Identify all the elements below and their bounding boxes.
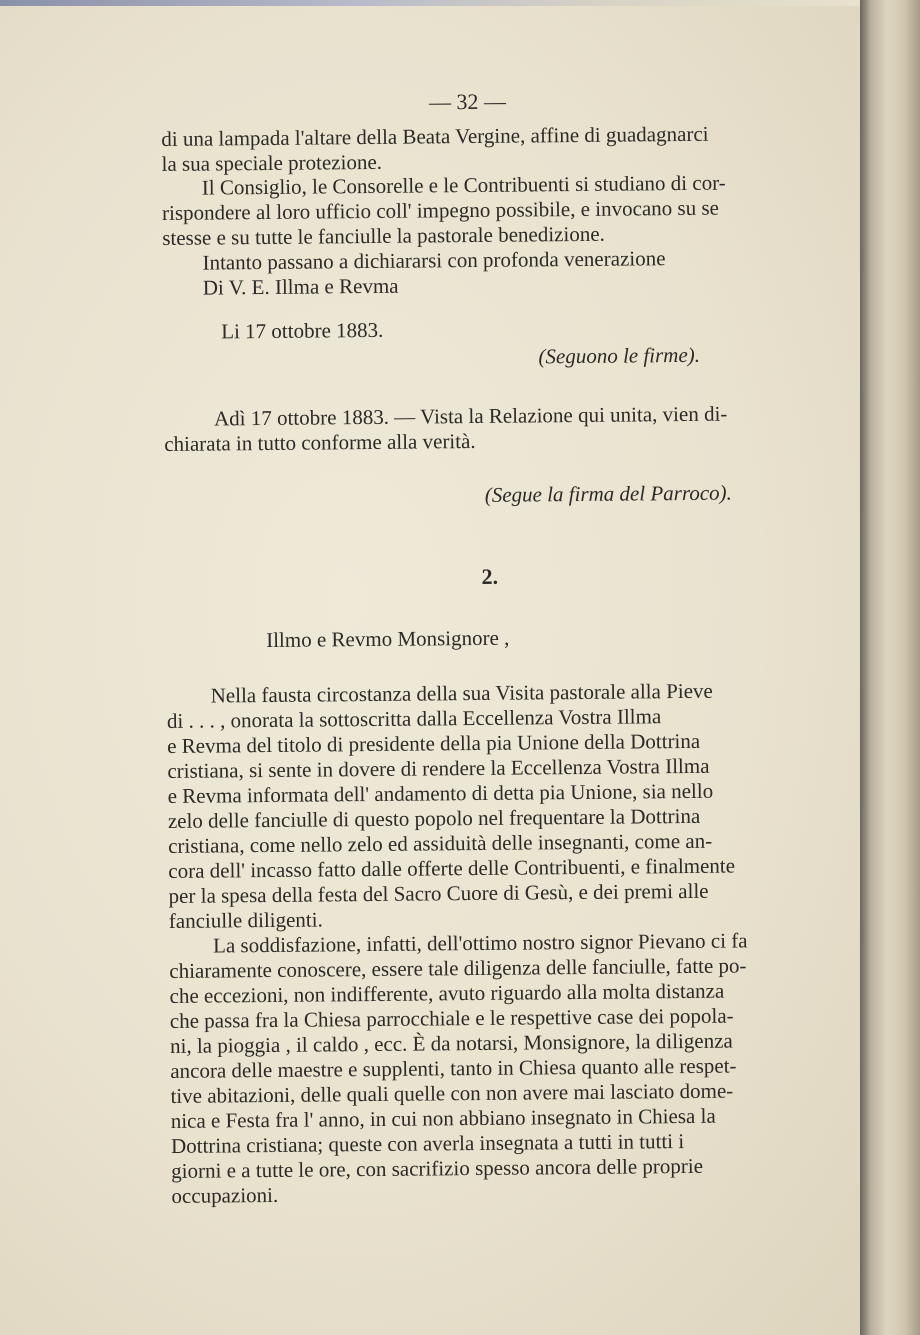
text-line: che passa fra la Chiesa parrocchiale e le respettive case dei popola- — [169, 1003, 734, 1033]
text-line: e Revma del titolo di presidente della pia Unione della Dottrina — [167, 728, 701, 758]
text-line: chiaramente conoscere, essere tale diligenza delle fanciulle, fatte po- — [169, 953, 747, 983]
text-line: occupazioni. — [171, 1182, 279, 1208]
facing-page-edge — [860, 0, 920, 1335]
section-number: 2. — [481, 563, 499, 589]
text-line: stesse e su tutte le fanciulle la pastorale benedizione. — [162, 221, 605, 250]
text-line: Dottrina cristiana; queste con averla insegnata a tutti in tutti i — [170, 1129, 685, 1158]
text-line: nica e Festa fra l' anno, in cui non abbiano insegnato in Chiesa la — [170, 1103, 716, 1133]
text-line: zelo delle fanciulle di questo popolo nel frequentare la Dottrina — [167, 803, 701, 833]
top-binding-strip — [0, 0, 868, 6]
parish-signature-note: (Segue la firma del Parroco). — [484, 480, 732, 507]
text-line: tive abitazioni, delle quali quelle con non avere mai lasciato dome- — [170, 1078, 734, 1108]
text-line: cristiana, come nello zelo ed assiduità delle insegnanti, come an- — [168, 828, 713, 858]
text-line: la sua speciale protezione. — [161, 149, 383, 176]
text-line: Intanto passano a dichiararsi con profonda venerazione — [202, 246, 666, 275]
text-line: ancora delle maestre e supplenti, tanto in Chiesa quanto alle respet- — [170, 1053, 737, 1083]
text-line: La soddisfazione, infatti, dell'ottimo nostro signor Pievano ci fa — [212, 928, 748, 958]
text-line: rispondere al loro ufficio coll' impegno possibile, e invocano su se — [161, 195, 719, 225]
page-number: — 32 — — [428, 88, 507, 115]
text-line: e Revma informata dell' andamento di detta pia Unione, sia nello — [167, 778, 714, 808]
text-line: fanciulle diligenti. — [168, 907, 323, 933]
salutation: Illmo e Revmo Monsignore , — [266, 625, 510, 653]
text-line: che eccezioni, non indifferente, avuto riguardo alla molta distanza — [169, 978, 725, 1008]
signatures-note: (Seguono le firme). — [538, 342, 701, 369]
text-line: di . . . , onorata la sottoscritta dalla Eccellenza Vostra Illma — [166, 704, 662, 733]
text-line: Nella fausta circostanza della sua Visita pastorale alla Pieve — [210, 678, 713, 708]
text-line: chiarata in tutto conforme alla verità. — [164, 428, 476, 456]
text-line: Di V. E. Illma e Revma — [202, 273, 399, 300]
text-line: Adì 17 ottobre 1883. — Vista la Relazione qui unita, vien di- — [213, 401, 728, 431]
text-line: Il Consiglio, le Consorelle e le Contribuenti si studiano di cor- — [201, 170, 726, 200]
text-line: giorni e a tutte le ore, con sacrifizio spesso ancora delle proprie — [171, 1153, 704, 1183]
text-line: ni, la pioggia , il caldo , ecc. È da notarsi, Monsignore, la diligenza — [169, 1028, 733, 1058]
text-line: per la spesa della festa del Sacro Cuore di Gesù, e dei premi alle — [168, 878, 709, 908]
text-line: cristiana, si sente in dovere di rendere la Eccellenza Vostra Illma — [167, 753, 710, 783]
text-line: di una lampada l'altare della Beata Vergine, affine di guadagnarci — [161, 121, 709, 151]
letter-date: Li 17 ottobre 1883. — [221, 317, 384, 344]
text-line: cora dell' incasso fatto dalle offerte delle Contribuenti, e finalmente — [168, 853, 736, 883]
